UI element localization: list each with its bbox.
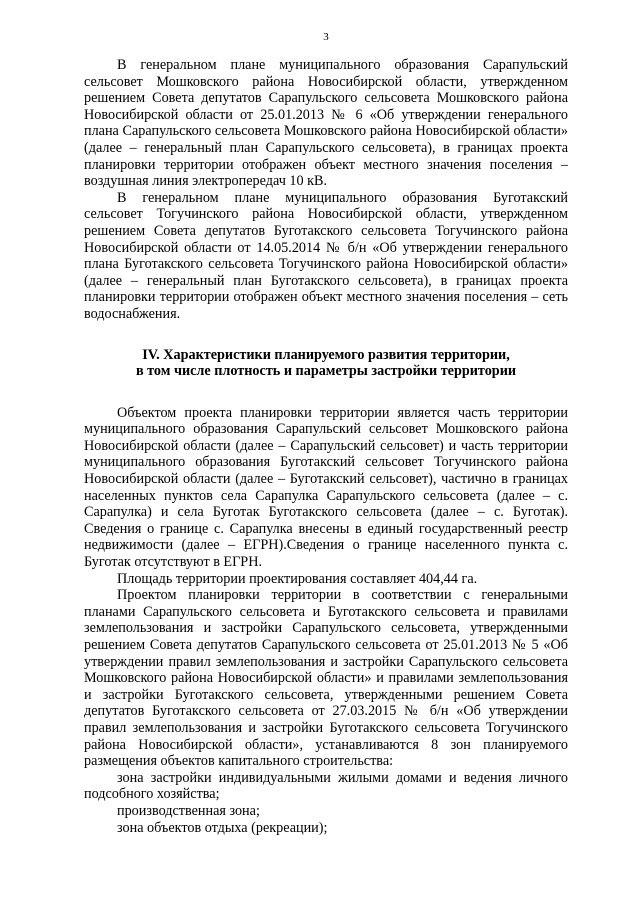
section-heading-line-1: IV. Характеристики планируемого развития территории, <box>142 346 510 363</box>
paragraph-sarapul-general-plan: В генеральном плане муниципального образования Сарапульский сельсовет Мошковского района Новосибирской области, утвержденном решением Совета депутатов Сарапульского сельсовета Мошковского района Новосибирской области от 25.01.2013 № 6 «Об утверждении генерального плана Сарапульского сельсовета Мошковского района Новосибирской области» (далее – генеральный план Сарапульского сельсовета), в границах проекта планировки территории отображен объект местного значения поселения – воздушная линия электропередач 10 кВ. <box>84 57 568 190</box>
paragraph-project-object: Объектом проекта планировки территории является часть территории муниципального образования Сарапульский сельсовет Мошковского района Новосибирской области (далее – Сарапульский сельсовет) и часть территории муниципального образования Буготакский сельсовет Тогучинского района Новосибирской области (далее – Буготакский сельсовет), частично в границах населенных пунктов села Сарапулка Сарапульского сельсовета (далее – с. Сарапулка) и села Буготак Буготакского сельсовета (далее – с. Буготак). Сведения о границе с. Сарапулка внесены в единый государственный реестр недвижимости (далее – ЕГРН).Сведения о границе населенного пункта с. Буготак отсутствуют в ЕГРН. <box>84 404 568 571</box>
page-number: 3 <box>323 31 329 43</box>
zone-list-item: зона объектов отдыха (рекреации); <box>117 819 328 836</box>
zone-list-item: зона застройки индивидуальными жилыми домами и ведения личного подсобного хозяйства; <box>84 769 568 803</box>
section-heading <box>84 347 568 380</box>
document-page <box>84 30 568 836</box>
paragraph-project-area: Площадь территории проектирования составляет 404,44 га. <box>117 570 478 587</box>
paragraph-zones-intro: Проектом планировки территории в соответствии с генеральными планами Сарапульского сельсовета и Буготакского сельсовета и правилами землепользования и застройки Сарапульского сельсовета, утвержденными решением Совета депутатов Сарапульского сельсовета от 25.01.2013 № 5 «Об утверждении правил землепользования и застройки Сарапульского сельсовета Мошковского района Новосибирской области» и правилами землепользования и застройки Буготакского сельсовета, утвержденными решением Совета депутатов Буготакского сельсовета от 27.03.2015 № б/н «Об утверждении правил землепользования и застройки Буготакского сельсовета Тогучинского района Новосибирской области», устанавливаются 8 зон планируемого размещения объектов капитального строительства: <box>84 587 568 770</box>
paragraph-bugotak-general-plan: В генеральном плане муниципального образования Буготакский сельсовет Тогучинского района Новосибирской области, утвержденном решением Совета депутатов Буготакского сельсовета Тогучинского района Новосибирской области от 14.05.2014 № б/н «Об утверждении генерального плана Буготакского сельсовета Тогучинского района Новосибирской области» (далее – генеральный план Буготакского сельсовета), в границах проекта планировки территории отображен объект местного значения поселения – сеть водоснабжения. <box>84 189 568 322</box>
section-heading-line-2: в том числе плотность и параметры застройки территории <box>135 363 517 380</box>
zone-list-item: производственная зона; <box>117 802 260 819</box>
